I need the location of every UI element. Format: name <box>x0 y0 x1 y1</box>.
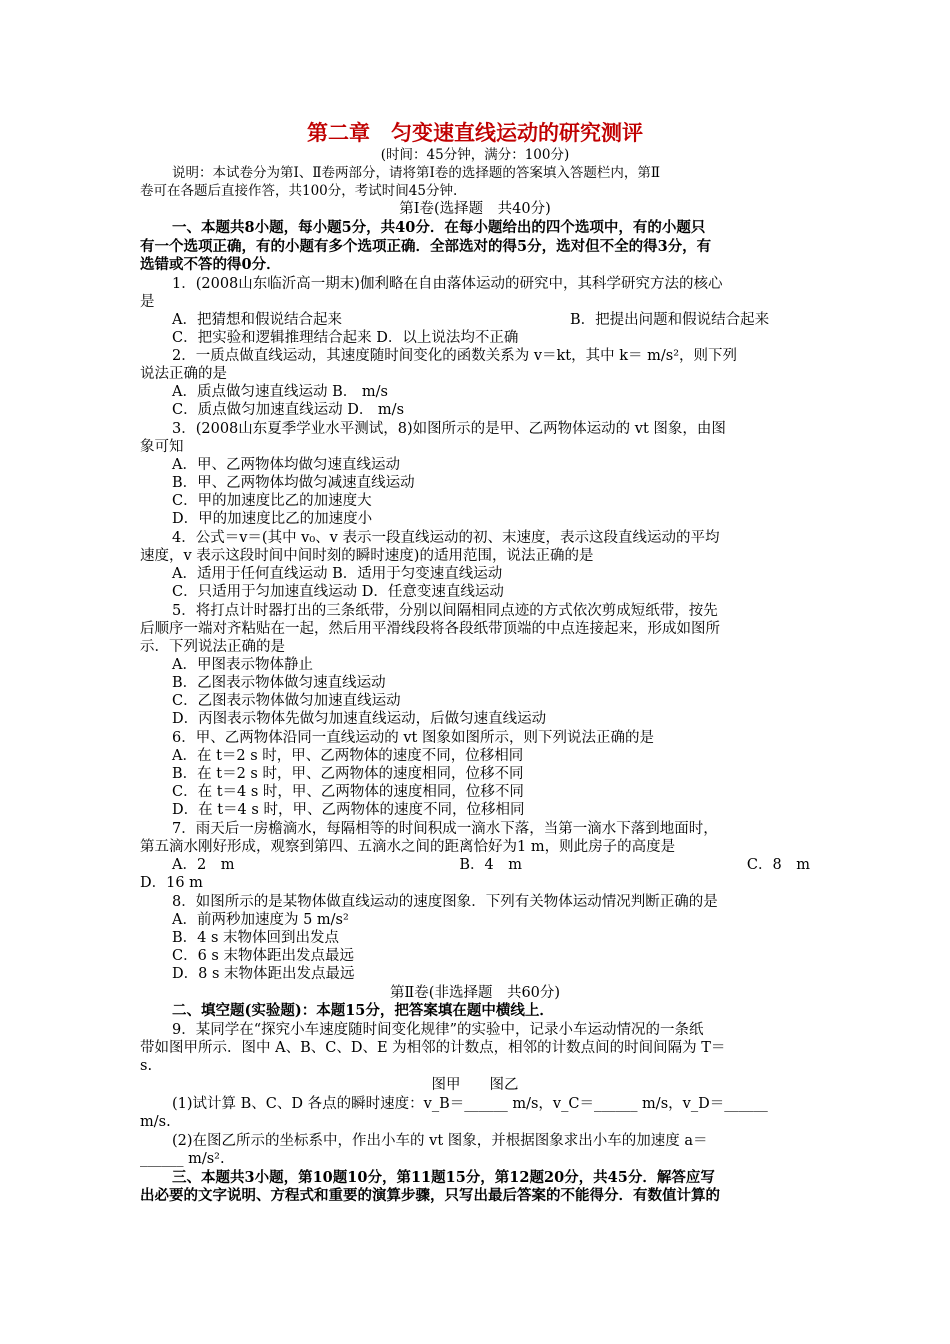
question-7-stem: 7．雨天后一房檐滴水，每隔相等的时间积成一滴水下落，当第一滴水下落到地面时， <box>172 821 718 837</box>
question-1-stem: 1．(2008山东临沂高一期末)伽利略在自由落体运动的研究中，其科学研究方法的核心 <box>172 276 723 292</box>
question-2-options-cd: C．质点做匀加速直线运动 D． m/s <box>172 402 405 418</box>
question-5-option-a: A．甲图表示物体静止 <box>172 657 313 673</box>
question-2-options-ab: A．质点做匀速直线运动 B． m/s <box>172 384 388 400</box>
question-8-option-a: A．前两秒加速度为 5 m/s² <box>172 912 349 928</box>
question-8-option-b: B．4 s 末物体回到出发点 <box>172 930 340 946</box>
section-one-instruction-2: 有一个选项正确，有的小题有多个选项正确．全部选对的得5分，选对但不全的得3分，有 <box>140 238 712 255</box>
part-one-header: 第Ⅰ卷(选择题 共40分) <box>399 201 551 217</box>
question-7-stem-cont: 第五滴水刚好形成，观察到第四、五滴水之间的距离恰好为1 m，则此房子的高度是 <box>140 839 676 855</box>
question-9-part-2-cont: ______ m/s². <box>140 1151 225 1167</box>
question-3-option-a: A．甲、乙两物体均做匀速直线运动 <box>172 457 400 473</box>
question-6-option-a: A．在 t＝2 s 时，甲、乙两物体的速度不同，位移相同 <box>172 748 524 764</box>
exam-time-info: (时间：45分钟，满分：100分) <box>380 147 570 163</box>
question-3-stem-cont: 象可知 <box>140 439 184 455</box>
document-title: 第二章 匀变速直线运动的研究测评 <box>307 121 643 145</box>
question-9-part-1-cont: m/s. <box>140 1114 171 1130</box>
question-8-option-d: D．8 s 末物体距出发点最远 <box>172 966 355 982</box>
question-7-option-a: A．2 m <box>172 857 235 873</box>
part-two-header: 第Ⅱ卷(非选择题 共60分) <box>389 985 561 1001</box>
question-6-option-b: B．在 t＝2 s 时，甲、乙两物体的速度相同，位移不同 <box>172 766 524 782</box>
section-one-instruction-1: 一、本题共8小题，每小题5分，共40分．在每小题给出的四个选项中，有的小题只 <box>172 219 706 236</box>
question-5-option-c: C．乙图表示物体做匀加速直线运动 <box>172 693 401 709</box>
question-3-option-d: D．甲的加速度比乙的加速度小 <box>172 511 373 527</box>
question-5-stem-cont-1: 后顺序一端对齐粘贴在一起，然后用平滑线段将各段纸带顶端的中点连接起来，形成如图所 <box>140 621 720 637</box>
section-two-instruction: 二、填空题(实验题)：本题15分，把答案填在题中横线上． <box>172 1002 554 1019</box>
question-8-stem: 8．如图所示的是某物体做直线运动的速度图象．下列有关物体运动情况判断正确的是 <box>172 894 718 910</box>
question-3-stem: 3．(2008山东夏季学业水平测试，8)如图所示的是甲、乙两物体运动的 vt 图象，由图 <box>172 421 726 437</box>
question-8-option-c: C．6 s 末物体距出发点最远 <box>172 948 354 964</box>
question-1-options-cd: C．把实验和逻辑推理结合起来 D．以上说法均不正确 <box>172 330 519 346</box>
note-line-1: 说明：本试卷分为第Ⅰ、Ⅱ卷两部分，请将第Ⅰ卷的选择题的答案填入答题栏内，第Ⅱ <box>172 165 661 181</box>
question-5-option-b: B．乙图表示物体做匀速直线运动 <box>172 675 386 691</box>
question-3-option-b: B．甲、乙两物体均做匀减速直线运动 <box>172 475 415 491</box>
question-4-options-ab: A．适用于任何直线运动 B．适用于匀变速直线运动 <box>172 566 503 582</box>
question-1-option-a: A．把猜想和假说结合起来 <box>172 312 342 328</box>
question-1-options-ab <box>140 311 810 329</box>
note-line-2: 卷可在各题后直接作答，共100分，考试时间45分钟. <box>140 183 458 199</box>
question-9-stem: 9．某同学在“探究小车速度随时间变化规律”的实验中，记录小车运动情况的一条纸 <box>172 1022 704 1038</box>
question-7-option-d: D．16 m <box>140 875 203 891</box>
section-three-instruction-1: 三、本题共3小题，第10题10分，第11题15分，第12题20分，共45分．解答应写 <box>172 1169 715 1186</box>
question-5-stem-cont-2: 示．下列说法正确的是 <box>140 639 285 655</box>
question-5-stem: 5．将打点计时器打出的三条纸带，分别以间隔相同点迹的方式依次剪成短纸带，按先 <box>172 603 718 619</box>
question-2-stem: 2．一质点做直线运动，其速度随时间变化的函数关系为 v＝kt，其中 k＝ m/s²，则下列 <box>172 348 738 364</box>
question-9-part-2: (2)在图乙所示的坐标系中，作出小车的 vt 图象，并根据图象求出小车的加速度 a＝ <box>172 1133 708 1149</box>
section-three-instruction-2: 出必要的文字说明、方程式和重要的演算步骤，只写出最后答案的不能得分．有数值计算的 <box>140 1187 720 1204</box>
question-2-stem-cont: 说法正确的是 <box>140 366 227 382</box>
question-4-options-cd: C．只适用于匀加速直线运动 D．任意变速直线运动 <box>172 584 504 600</box>
question-4-stem: 4．公式＝v＝(其中 v₀、v 表示一段直线运动的初、末速度，表示这段直线运动的平均 <box>172 530 720 546</box>
question-4-stem-cont: 速度，v 表示这段时间中间时刻的瞬时速度)的适用范围，说法正确的是 <box>140 548 594 564</box>
question-1-stem-cont: 是 <box>140 294 155 310</box>
question-6-option-c: C．在 t＝4 s 时，甲、乙两物体的速度相同，位移不同 <box>172 784 524 800</box>
question-7-option-c: C．8 m <box>746 857 810 873</box>
question-1-option-b: B．把提出问题和假说结合起来 <box>570 312 770 328</box>
figure-labels: 图甲 图乙 <box>431 1077 519 1093</box>
question-7-options-abc <box>140 856 810 874</box>
question-6-stem: 6．甲、乙两物体沿同一直线运动的 vt 图象如图所示，则下列说法正确的是 <box>172 730 654 746</box>
question-5-option-d: D．丙图表示物体先做匀加速直线运动，后做匀速直线运动 <box>172 711 547 727</box>
question-6-option-d: D．在 t＝4 s 时，甲、乙两物体的速度不同，位移相同 <box>172 802 525 818</box>
section-one-instruction-3: 选错或不答的得0分． <box>140 256 281 273</box>
question-9-part-1: (1)试计算 B、C、D 各点的瞬时速度：v_B＝______ m/s，v_C＝______ m/s，v_D＝______ <box>172 1096 768 1112</box>
question-9-stem-cont-1: 带如图甲所示．图中 A、B、C、D、E 为相邻的计数点，相邻的计数点间的时间间隔为 T＝ <box>140 1040 726 1056</box>
question-9-stem-cont-2: s. <box>140 1058 153 1074</box>
question-3-option-c: C．甲的加速度比乙的加速度大 <box>172 493 372 509</box>
question-7-option-b: B．4 m <box>459 857 522 873</box>
